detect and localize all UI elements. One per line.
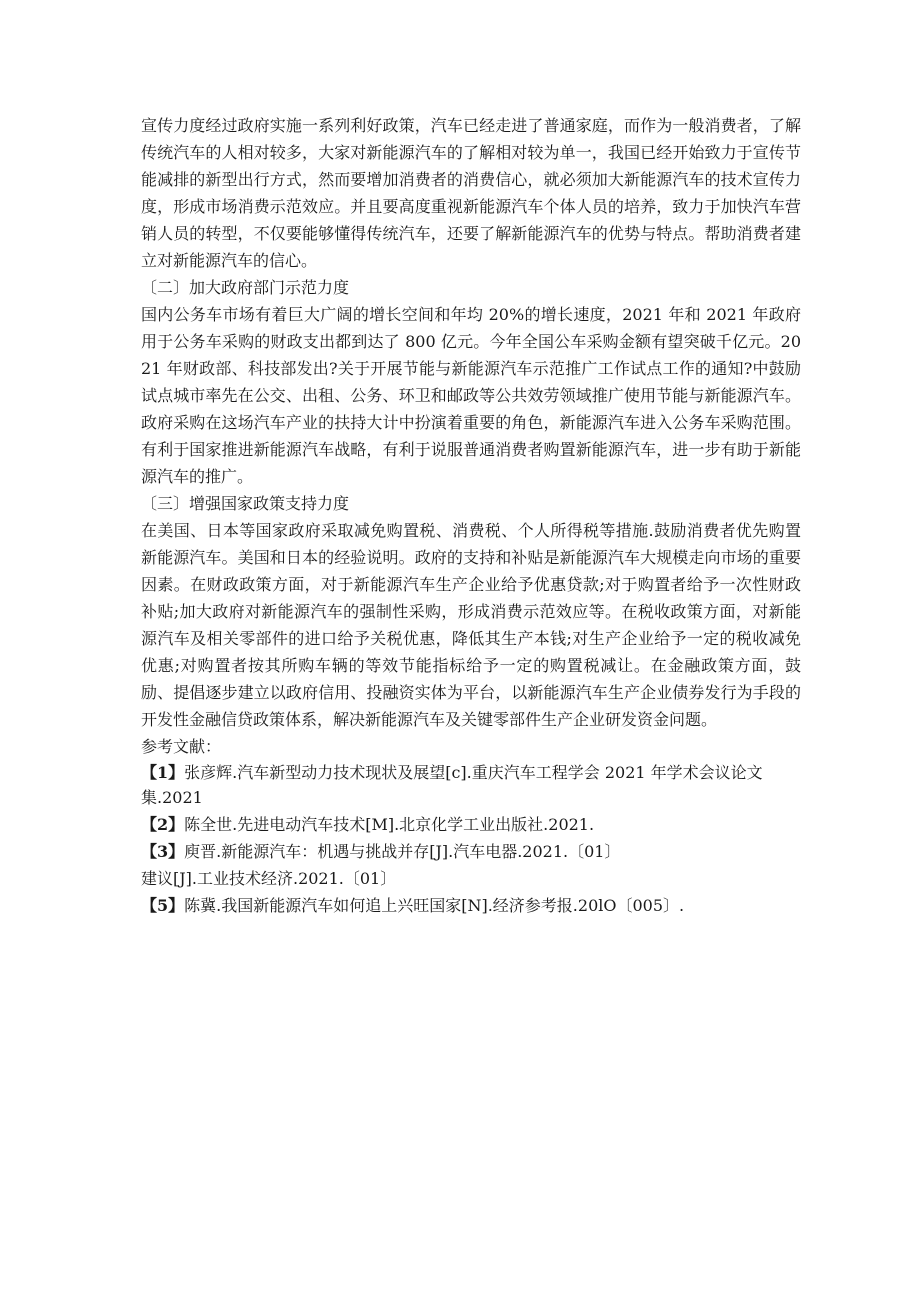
references-title: 参考文献：: [141, 737, 222, 756]
reference-item-5: [141, 893, 801, 920]
section-heading-3: 〔三〕增强国家政策支持力度: [141, 494, 350, 513]
section-paragraph-2: 国内公务车市场有着巨大广阔的增长空间和年均 20%的增长速度，2021 年和 2021 年政府用于公务车采购的财政支出都到达了 800 亿元。今年全国公车采购金额有望突破千亿元。2021 年财政部、科技部发出?关于开展节能与新能源汽车示范推广工作试点工作的通知?中鼓励试点城市率先在公交、出租、公务、环卫和邮政等公共效劳领域推广使用节能与新能源汽车。政府采购在这场汽车产业的扶持大计中扮演着重要的角色，新能源汽车进入公务车采购范围。有利于国家推进新能源汽车战略，有利于说服普通消费者购置新能源汽车，进一步有助于新能源汽车的推广。: [141, 305, 801, 486]
intro-paragraph: 宣传力度经过政府实施一系列利好政策，汽车已经走进了普通家庭，而作为一般消费者，了解传统汽车的人相对较多，大家对新能源汽车的了解相对较为单一，我国已经开始致力于宣传节能减排的新型出行方式，然而要增加消费者的消费信心，就必须加大新能源汽车的技术宣传力度，形成市场消费示范效应。并且要高度重视新能源汽车个体人员的培养，致力于加快汽车营销人员的转型，不仅要能够懂得传统汽车，还要了解新能源汽车的优势与特点。帮助消费者建立对新能源汽车的信心。: [141, 116, 801, 270]
reference-text: 陈冀.我国新能源汽车如何追上兴旺国家[N].经济参考报.20lO〔005〕.: [184, 896, 685, 915]
section-heading-2: 〔二〕加大政府部门示范力度: [141, 278, 350, 297]
section-paragraph-3: 在美国、日本等国家政府采取减免购置税、消费税、个人所得税等措施.鼓励消费者优先购置新能源汽车。美国和日本的经验说明。政府的支持和补贴是新能源汽车大规模走向市场的重要因素。在财政政策方面，对于新能源汽车生产企业给予优惠贷款;对于购置者给予一次性财政补贴;加大政府对新能源汽车的强制性采购，形成消费示范效应等。在税收政策方面，对新能源汽车及相关零部件的进口给予关税优惠，降低其生产本钱;对生产企业给予一定的税收减免优惠;对购置者按其所购车辆的等效节能指标给予一定的购置税减让。在金融政策方面，鼓励、提倡逐步建立以政府信用、投融资实体为平台，以新能源汽车生产企业债券发行为手段的开发性金融信贷政策体系，解决新能源汽车及关键零部件生产企业研发资金问题。: [141, 521, 801, 729]
reference-item-1: [141, 760, 801, 812]
reference-text: 建议[J].工业技术经济.2021.〔01〕: [141, 869, 397, 888]
reference-text: 庾晋.新能源汽车：机遇与挑战并存[J].汽车电器.2021.〔01〕: [184, 842, 621, 861]
reference-text: 陈全世.先进电动汽车技术[M].北京化学工业出版社.2021.: [184, 815, 595, 834]
reference-number: 【2】: [141, 815, 185, 834]
reference-item-2: [141, 812, 801, 839]
reference-number: 【1】: [141, 763, 185, 782]
reference-number: 【3】: [141, 842, 185, 861]
reference-text: 张彦辉.汽车新型动力技术现状及展望[c].重庆汽车工程学会 2021 年学术会议论文集.2021: [141, 763, 763, 807]
reference-number: 【5】: [141, 896, 185, 915]
document-body: [141, 112, 801, 920]
reference-item-3: [141, 839, 801, 866]
reference-item-4: [141, 866, 801, 893]
